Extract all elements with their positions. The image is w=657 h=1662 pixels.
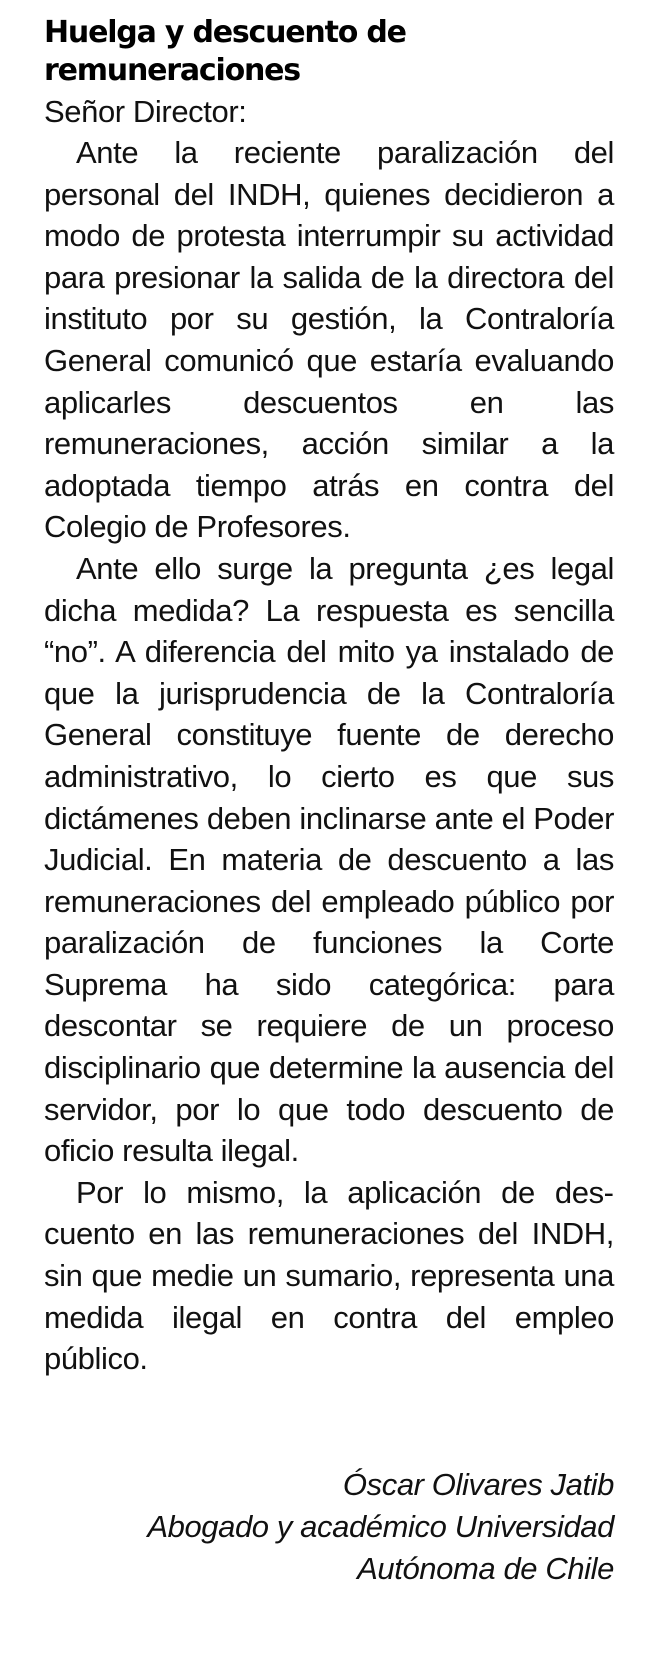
- author-title-line: Autónoma de Chile: [357, 1551, 614, 1586]
- letter-body: [44, 132, 614, 1380]
- paragraph: Ante ello surge la pregunta ¿es legal dicha medida? La respuesta es sencilla “no”. A diferencia del mito ya instalado de que la jurisprudencia de la Contraloría General constituye fuente de derecho administrativo, lo cierto es que sus dictámenes deben inclinarse ante el Poder Judicial. En materia de descuento a las remuneraciones del empleado público por paralización de funciones la Corte Suprema ha sido categórica: para descontar se requiere de un proceso disciplinario que determine la ausencia del servidor, por lo que todo descuento de oficio resulta ilegal.: [44, 550, 614, 1169]
- letter-article: [44, 14, 614, 1380]
- headline: Huelga y descuento de remuneraciones: [44, 15, 406, 88]
- salutation: Señor Director:: [44, 94, 247, 129]
- paragraph: Por lo mismo, la aplicación de descuento en las remuneraciones del INDH, sin que medie un sumario, representa una medida ilegal en contra del empleo público.: [44, 1174, 614, 1377]
- author-title-line: Abogado y académico Universidad: [147, 1509, 614, 1544]
- author-name: Óscar Olivares Jatib: [342, 1467, 614, 1502]
- signature-block: [147, 1464, 614, 1590]
- paragraph: Ante la reciente paralización del personal del INDH, quienes decidieron a modo de protesta interrumpir su actividad para presionar la salida de la directora del instituto por su gestión, la Contraloría General comunicó que estaría evaluando aplicarles descuentos en las remuneraciones, acción similar a la adoptada tiempo atrás en contra del Colegio de Profesores.: [44, 135, 614, 545]
